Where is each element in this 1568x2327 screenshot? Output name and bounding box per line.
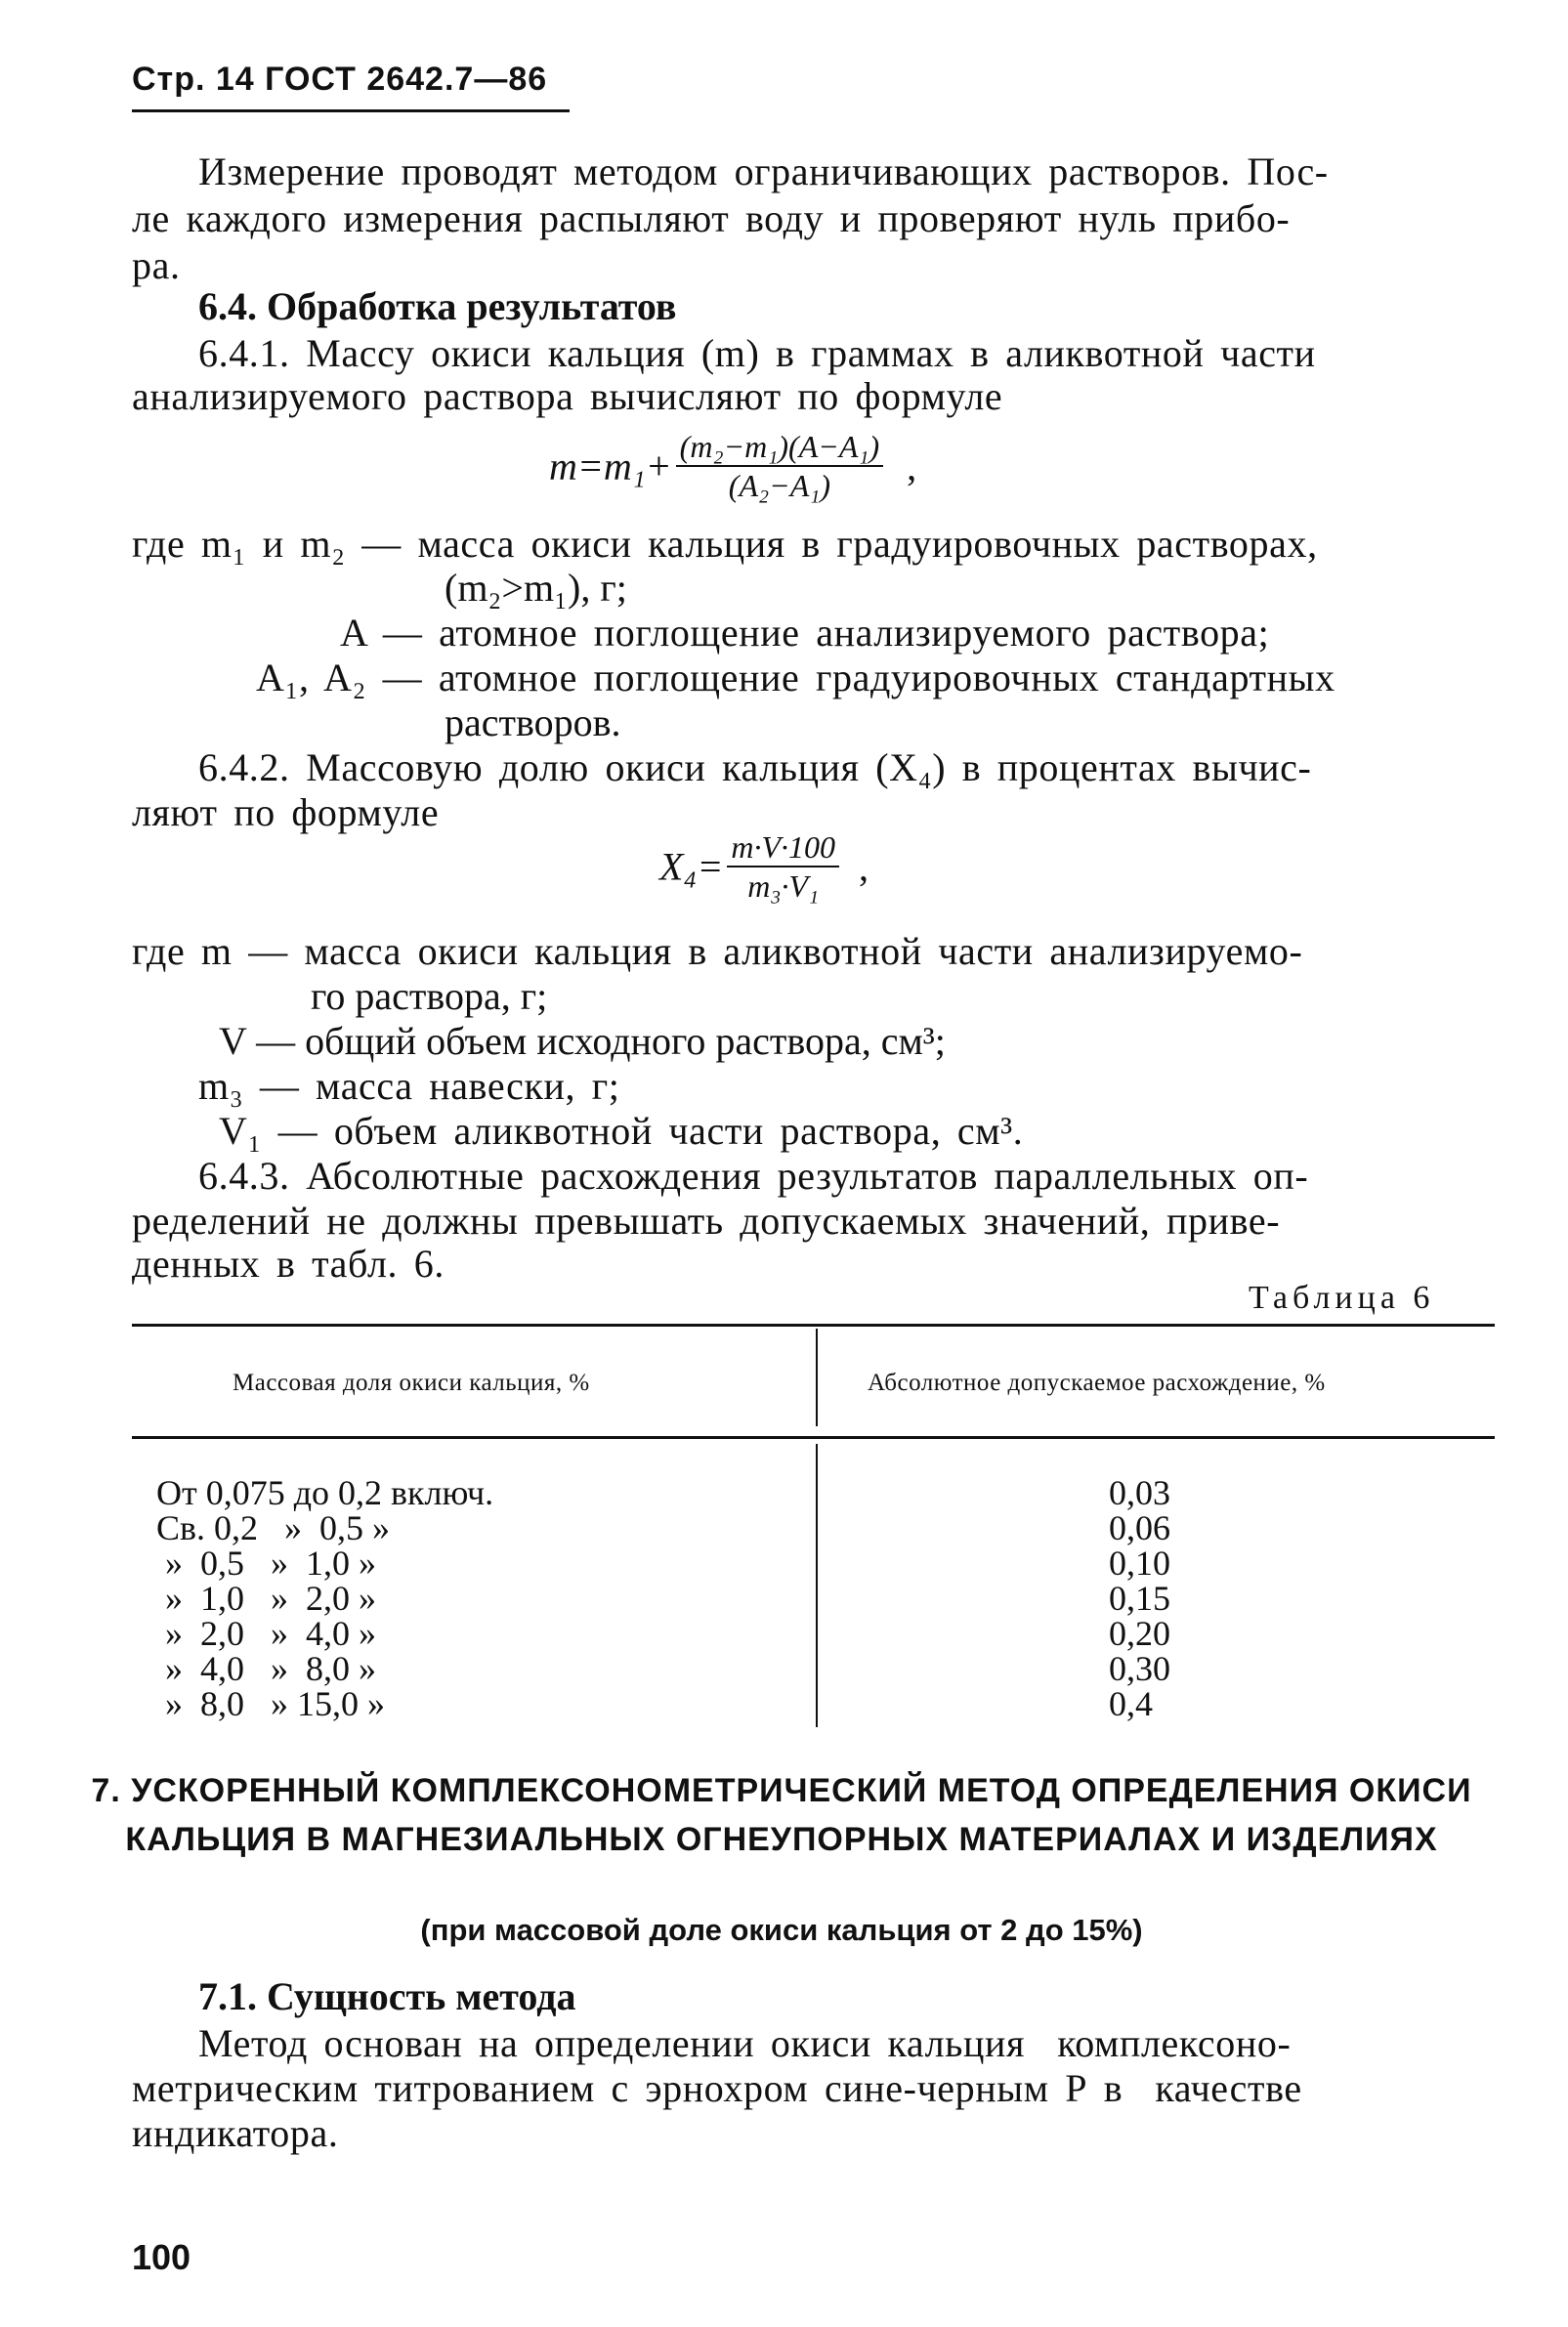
table-row-6-range: » 4,0 » 8,0 »: [156, 1649, 376, 1688]
s642-where-3: m₃ — масса навески, г;: [198, 1064, 620, 1108]
formula-x4-fraction: [727, 828, 839, 905]
formula-x4-numerator: m·V·100: [731, 829, 835, 865]
intro-line-2: ле каждого измерения распыляют воду и проверяют нуль прибо-: [132, 196, 1291, 240]
section-6-4-heading: 6.4. Обработка результатов: [198, 284, 677, 328]
table-rows-values: [1109, 1475, 1170, 1721]
s642-where-2: V — общий объем исходного раствора, см³;: [219, 1019, 946, 1063]
formula-x4-comma: ,: [859, 844, 869, 889]
s641-line-1: 6.4.1. Массу окиси кальция (m) в граммах в аликвотной части: [198, 331, 1316, 375]
table-row-4-value: 0,15: [1109, 1579, 1170, 1618]
formula-mass-comma: ,: [907, 444, 917, 488]
table-row-1-value: 0,03: [1109, 1473, 1170, 1512]
table-row-4-range: » 1,0 » 2,0 »: [156, 1579, 376, 1618]
formula-mass: [549, 428, 916, 516]
s642-where-1b: го раствора, г;: [311, 974, 548, 1018]
page-number: 100: [132, 2237, 191, 2277]
table-row-3-range: » 0,5 » 1,0 »: [156, 1544, 376, 1583]
s642-line-1: 6.4.2. Массовую долю окиси кальция (X₄) в процентах вычис-: [198, 745, 1312, 789]
formula-mass-numerator: (m₂−m₁)(A−A₁): [679, 429, 880, 464]
page-header: Стр. 14 ГОСТ 2642.7—86: [132, 61, 548, 98]
table-row-7-value: 0,4: [1109, 1684, 1153, 1723]
s642-where-1: где m — масса окиси кальция в аликвотной части анализируемо-: [132, 929, 1303, 973]
s641-where-2: A — атомное поглощение анализируемого раствора;: [340, 611, 1270, 655]
s71-line-1: Метод основан на определении окиси кальция комплексоно-: [198, 2021, 1292, 2065]
table-row-6-value: 0,30: [1109, 1649, 1170, 1688]
s641-line-2: анализируемого раствора вычисляют по формуле: [132, 374, 1003, 418]
s643-line-3: денных в табл. 6.: [132, 1242, 445, 1286]
s641-where-3b: растворов.: [445, 700, 621, 744]
table-header-rule: [132, 1436, 1495, 1439]
s641-where-3: A₁, A₂ — атомное поглощение градуировочных стандартных: [256, 656, 1335, 699]
section-7-1-heading: 7.1. Сущность метода: [198, 1974, 576, 2018]
table-row-5-value: 0,20: [1109, 1614, 1170, 1653]
s643-line-1: 6.4.3. Абсолютные расхождения результатов параллельных оп-: [198, 1154, 1309, 1198]
s641-where-1: где m₁ и m₂ — масса окиси кальция в градуировочных растворах,: [132, 522, 1318, 566]
intro-line-3: ра.: [132, 243, 181, 287]
table-top-rule: [132, 1324, 1495, 1327]
formula-mass-fraction: [676, 428, 884, 504]
table-row-2-range: Св. 0,2 » 0,5 »: [156, 1508, 391, 1547]
s642-where-4: V₁ — объем аликвотной части раствора, см³.: [219, 1109, 1024, 1153]
table-col2-header: Абсолютное допускаемое расхождение, %: [868, 1370, 1326, 1396]
s643-line-2: ределений не должны превышать допускаемых значений, приве-: [132, 1199, 1281, 1243]
table-row-3-value: 0,10: [1109, 1544, 1170, 1583]
table-row-5-range: » 2,0 » 4,0 »: [156, 1614, 376, 1653]
s71-line-2: метрическим титрованием с эрнохром сине-черным Р в качестве: [132, 2066, 1302, 2110]
s71-line-3: индикатора.: [132, 2111, 339, 2155]
table-row-1-range: От 0,075 до 0,2 включ.: [156, 1473, 494, 1512]
table-row-7-range: » 8,0 » 15,0 »: [156, 1684, 385, 1723]
table-col1-header: Массовая доля окиси кальция, %: [233, 1370, 590, 1396]
table-header-divider: [816, 1329, 818, 1426]
formula-mass-lhs: m=m₁+: [549, 444, 672, 488]
s642-line-2: ляют по формуле: [132, 790, 440, 834]
intro-line-1: Измерение проводят методом ограничивающих растворов. Пос-: [198, 149, 1329, 193]
table-rows-ranges: [156, 1475, 493, 1721]
formula-mass-denominator: (A₂−A₁): [676, 465, 884, 504]
table-row-2-value: 0,06: [1109, 1508, 1170, 1547]
header-underline: [132, 109, 570, 112]
formula-fraction-x4: [659, 828, 869, 916]
table-body-divider: [816, 1444, 818, 1727]
formula-x4-denominator: m₃·V₁: [727, 866, 839, 905]
formula-x4-lhs: X₄=: [659, 844, 724, 889]
section-7-title: 7. УСКОРЕННЫЙ КОМПЛЕКСОНОМЕТРИЧЕСКИЙ МЕТОД ОПРЕДЕЛЕНИЯ ОКИСИ КАЛЬЦИЯ В МАГНЕЗИАЛЬНЫХ ОГНЕУПОРНЫХ МАТЕРИАЛАХ И ИЗДЕЛИЯХ: [91, 1772, 1472, 1858]
table-caption: Таблица 6: [1249, 1280, 1435, 1316]
s641-where-1b: (m₂>m₁), г;: [445, 566, 627, 610]
section-7-subtitle: (при массовой доле окиси кальция от 2 до 15%): [420, 1913, 1143, 1947]
